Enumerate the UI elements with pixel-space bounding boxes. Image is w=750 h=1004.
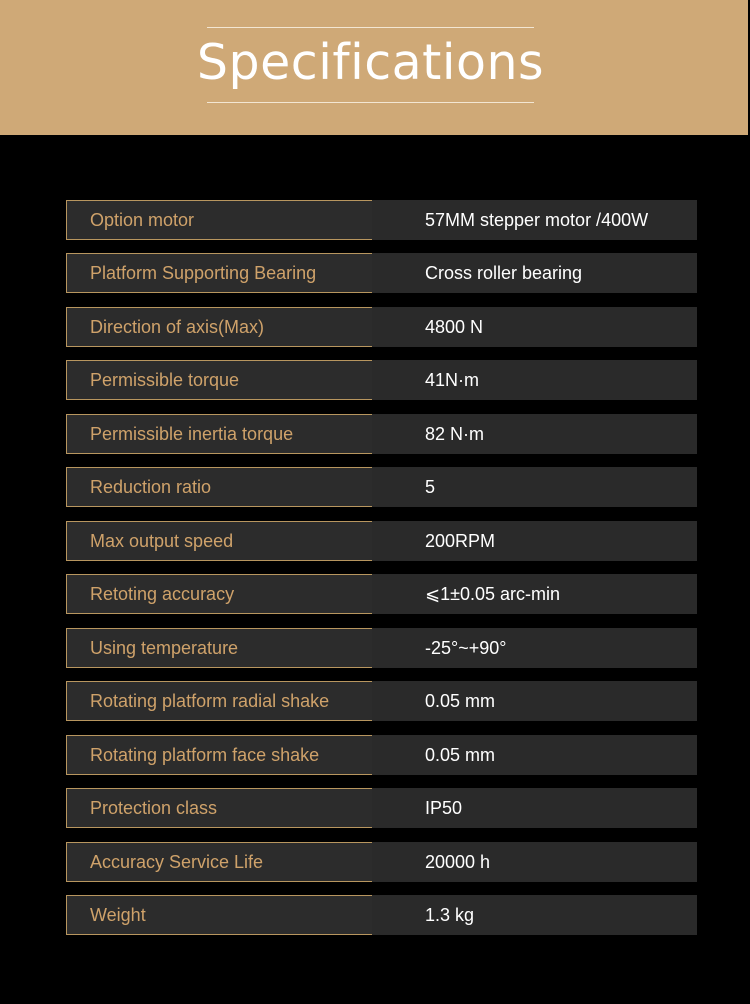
spec-row — [66, 414, 697, 454]
spec-label: Option motor — [66, 200, 394, 240]
spec-row — [66, 895, 697, 935]
spec-value: IP50 — [372, 788, 697, 828]
spec-label: Rotating platform radial shake — [66, 681, 394, 721]
spec-label: Permissible inertia torque — [66, 414, 394, 454]
spec-label: Weight — [66, 895, 394, 935]
spec-label: Reduction ratio — [66, 467, 394, 507]
spec-label: Retoting accuracy — [66, 574, 394, 614]
spec-label: Platform Supporting Bearing — [66, 253, 394, 293]
spec-value: 0.05 mm — [372, 735, 697, 775]
spec-row — [66, 628, 697, 668]
spec-value: 1.3 kg — [372, 895, 697, 935]
spec-row — [66, 521, 697, 561]
spec-row — [66, 574, 697, 614]
spec-row — [66, 735, 697, 775]
spec-value: 200RPM — [372, 521, 697, 561]
spec-label: Using temperature — [66, 628, 394, 668]
header-bottom-rule — [207, 102, 534, 103]
spec-row — [66, 681, 697, 721]
spec-row — [66, 253, 697, 293]
spec-value: 57MM stepper motor /400W — [372, 200, 697, 240]
spec-row — [66, 200, 697, 240]
spec-label: Protection class — [66, 788, 394, 828]
spec-label: Direction of axis(Max) — [66, 307, 394, 347]
spec-value: 82 N·m — [372, 414, 697, 454]
header-top-rule — [207, 27, 534, 28]
spec-row — [66, 360, 697, 400]
specifications-header — [0, 0, 748, 135]
spec-value: 4800 N — [372, 307, 697, 347]
spec-label: Rotating platform face shake — [66, 735, 394, 775]
spec-value: -25°~+90° — [372, 628, 697, 668]
spec-value: Cross roller bearing — [372, 253, 697, 293]
spec-row — [66, 842, 697, 882]
spec-label: Max output speed — [66, 521, 394, 561]
spec-value: ⩽1±0.05 arc-min — [372, 574, 697, 614]
page-title: Specifications — [196, 34, 545, 91]
spec-label: Permissible torque — [66, 360, 394, 400]
spec-row — [66, 788, 697, 828]
spec-value: 5 — [372, 467, 697, 507]
spec-value: 41N·m — [372, 360, 697, 400]
spec-label: Accuracy Service Life — [66, 842, 394, 882]
spec-value: 0.05 mm — [372, 681, 697, 721]
spec-row — [66, 307, 697, 347]
spec-row — [66, 467, 697, 507]
spec-value: 20000 h — [372, 842, 697, 882]
